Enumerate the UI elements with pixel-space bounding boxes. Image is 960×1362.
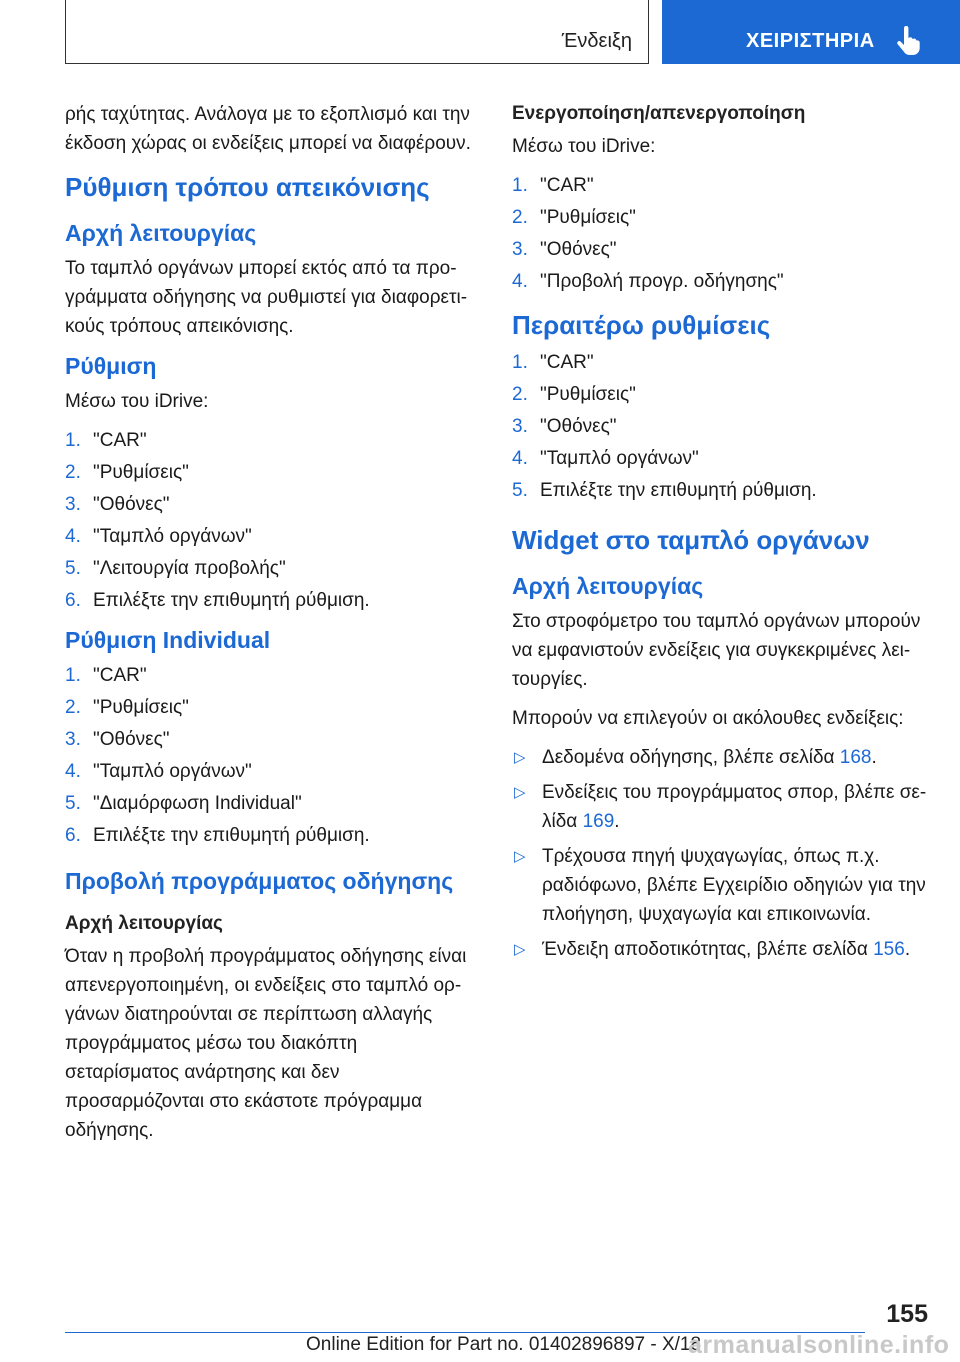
footer-edition-text: Online Edition for Part no. 01402896897 - X/18 bbox=[306, 1334, 702, 1355]
list-item: ▷ Ένδειξη αποδοτικότητας, βλέπε σελίδα 156. bbox=[512, 935, 932, 964]
page-link[interactable]: 169 bbox=[582, 811, 615, 832]
steps-list-3 bbox=[512, 171, 932, 296]
list-item: 3. "Οθόνες" bbox=[65, 729, 170, 750]
header-chapter-label: ΧΕΙΡΙΣΤΗΡΙΑ bbox=[746, 30, 875, 52]
steps-list-2 bbox=[65, 661, 475, 850]
heading-program-display: Προβολή προγράμματος οδήγησης bbox=[65, 868, 454, 894]
heading-activation: Ενεργοποίηση/απενεργοποίηση bbox=[512, 103, 806, 124]
heading-further-settings: Περαιτέρω ρυθμίσεις bbox=[512, 310, 771, 340]
triangle-bullet-icon: ▷ bbox=[514, 784, 526, 801]
page-link[interactable]: 156 bbox=[873, 939, 905, 960]
heading-principle-3: Αρχή λειτουργίας bbox=[512, 573, 704, 599]
steps-list-4 bbox=[512, 348, 932, 505]
heading-widget: Widget στο ταμπλό οργάνων bbox=[512, 525, 870, 555]
list-item: 5. Επιλέξτε την επιθυμητή ρύθμιση. bbox=[512, 480, 817, 501]
list-item: 2. "Ρυθμίσεις" bbox=[512, 384, 636, 405]
via-idrive-1: Μέσω του iDrive: bbox=[65, 391, 209, 412]
triangle-bullet-icon: ▷ bbox=[514, 848, 526, 865]
watermark: armanualsonline.info bbox=[688, 1331, 950, 1359]
list-item: ▷ Ενδείξεις του προγράμματος σπορ, βλέπε σελίδα 169. bbox=[512, 778, 932, 836]
hand-pointer-icon bbox=[895, 26, 921, 56]
header-section-title: Ένδειξη bbox=[561, 30, 632, 52]
header-chapter-tab[interactable] bbox=[662, 0, 960, 64]
heading-individual: Ρύθμιση Individual bbox=[65, 627, 271, 653]
list-item: 6. Επιλέξτε την επιθυμητή ρύθμιση. bbox=[65, 590, 370, 611]
list-item: 2. "Ρυθμίσεις" bbox=[512, 207, 636, 228]
list-item: 5. "Λειτουργία προβολής" bbox=[65, 558, 286, 579]
list-item: 4. "Προβολή προγρ. οδήγησης" bbox=[512, 271, 784, 292]
heading-display-mode: Ρύθμιση τρόπου απεικόνισης bbox=[65, 172, 430, 202]
list-item: 3. "Οθόνες" bbox=[512, 416, 617, 437]
steps-list-1 bbox=[65, 426, 475, 615]
principle-1-paragraph: Το ταμπλό οργάνων μπορεί εκτός από τα προγράμματα οδήγησης να ρυθμιστεί για διαφορετικούς τρόπους απεικόνισης. bbox=[65, 258, 468, 337]
list-item: 3. "Οθόνες" bbox=[65, 494, 170, 515]
list-item: 5. "Διαμόρφωση Individual" bbox=[65, 793, 302, 814]
list-item: 6. Επιλέξτε την επιθυμητή ρύθμιση. bbox=[65, 825, 370, 846]
header-section-box bbox=[65, 0, 649, 64]
heading-principle-1: Αρχή λειτουργίας bbox=[65, 220, 257, 246]
list-item: 4. "Ταμπλό οργάνων" bbox=[512, 448, 699, 469]
heading-setting: Ρύθμιση bbox=[65, 353, 157, 379]
list-item: 2. "Ρυθμίσεις" bbox=[65, 697, 189, 718]
list-item: 3. "Οθόνες" bbox=[512, 239, 617, 260]
list-item: 1. "CAR" bbox=[512, 175, 594, 196]
selectable-displays-paragraph: Μπορούν να επιλεγούν οι ακόλουθες ενδείξεις: bbox=[512, 708, 904, 729]
list-item: 1. "CAR" bbox=[65, 430, 147, 451]
principle-2-paragraph: Όταν η προβολή προγράμματος οδήγησης είναι απενεργοποιημένη, οι ενδείξεις στο ταμπλό οργάνων διατηρούνται σε περίπτωση αλλαγής προγράμματος μέσω του διακόπτη σεταρίσματος ανάρτησης και δεν προσαρμόζονται στο εκάστοτε πρόγραμμα οδήγησης. bbox=[65, 946, 467, 1141]
list-item: 1. "CAR" bbox=[512, 352, 594, 373]
list-item: 2. "Ρυθμίσεις" bbox=[65, 462, 189, 483]
list-item: 4. "Ταμπλό οργάνων" bbox=[65, 761, 252, 782]
list-item: 4. "Ταμπλό οργάνων" bbox=[65, 526, 252, 547]
list-item: ▷ Τρέχουσα πηγή ψυχαγωγίας, όπως π.χ. ραδιόφωνο, βλέπε Εγχειρίδιο οδηγιών για την πλοήγηση, ψυχαγωγία και επικοινωνία. bbox=[512, 842, 932, 929]
principle-3-paragraph: Στο στροφόμετρο του ταμπλό οργάνων μπορούν να εμφανιστούν ενδείξεις για συγκεκριμένες λειτουργίες. bbox=[512, 611, 921, 690]
left-column bbox=[65, 100, 475, 1155]
via-idrive-2: Μέσω του iDrive: bbox=[512, 136, 656, 157]
right-column bbox=[512, 100, 932, 974]
page-number: 155 bbox=[886, 1300, 928, 1328]
heading-principle-2: Αρχή λειτουργίας bbox=[65, 913, 223, 934]
list-item: ▷ Δεδομένα οδήγησης, βλέπε σελίδα 168. bbox=[512, 743, 932, 772]
list-item: 1. "CAR" bbox=[65, 665, 147, 686]
intro-paragraph: ρής ταχύτητας. Ανάλογα με το εξοπλισμό και την έκδοση χώρας οι ενδείξεις μπορεί να διαφέρουν. bbox=[65, 104, 471, 154]
page-link[interactable]: 168 bbox=[839, 747, 872, 768]
triangle-bullet-icon: ▷ bbox=[514, 941, 526, 958]
bullet-list bbox=[512, 743, 932, 964]
triangle-bullet-icon: ▷ bbox=[514, 749, 526, 766]
